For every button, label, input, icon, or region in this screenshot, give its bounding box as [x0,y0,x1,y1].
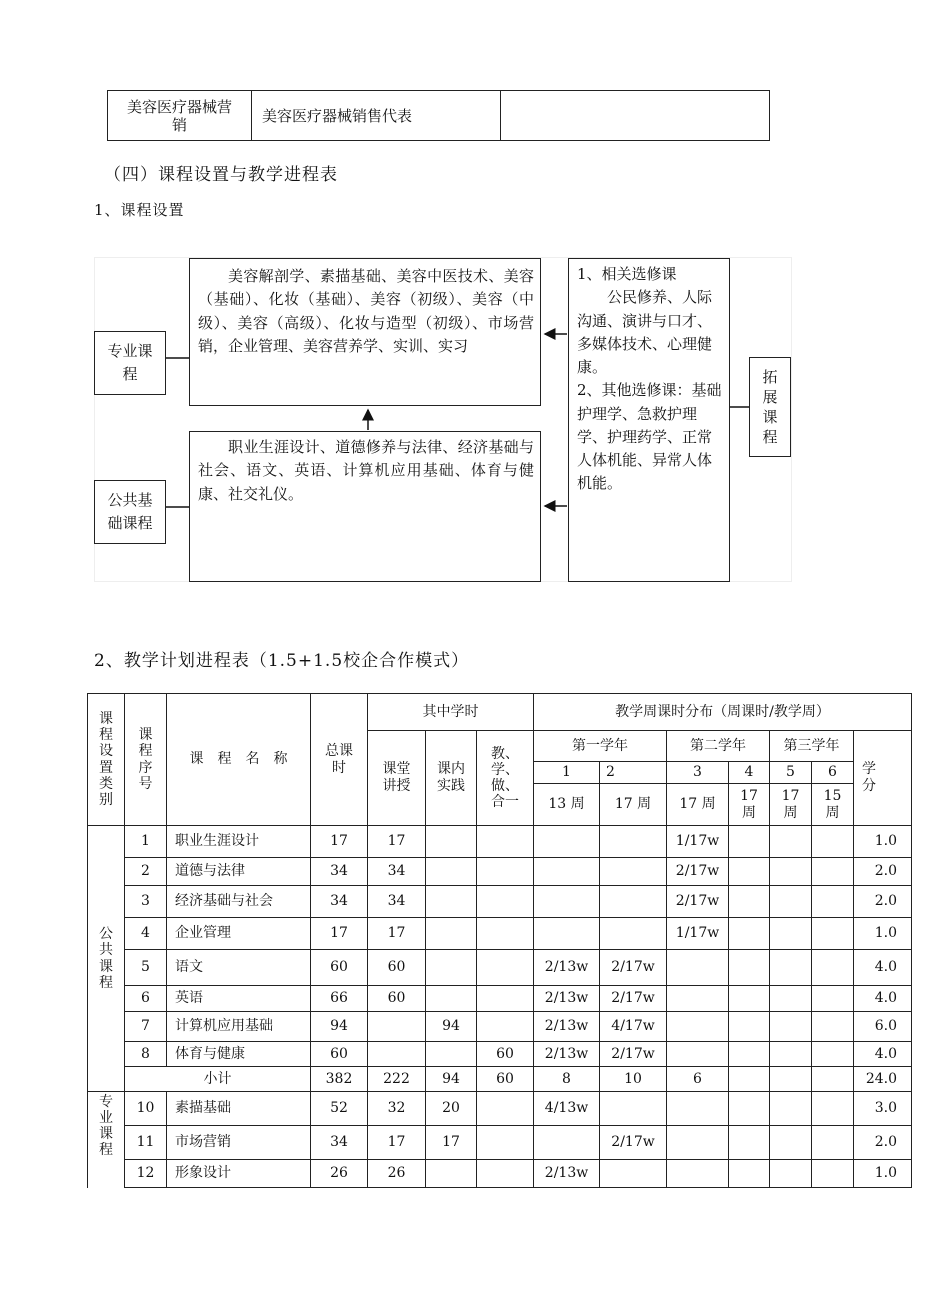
cell-s5 [770,986,812,1012]
cell-integrated [477,986,534,1012]
cell-s5 [770,826,812,858]
cell-s5 [770,1126,812,1160]
cell-integrated [477,950,534,986]
prof-group-label: 专 业 课 程 [88,1092,125,1188]
cell-s6 [812,1042,854,1067]
cell-name: 计算机应用基础 [167,1012,311,1042]
cell-total: 94 [311,1012,368,1042]
weeks-2: 17 周 [600,784,667,826]
cell-practice: 17 [426,1126,477,1160]
cell-s1: 2/13w [534,986,600,1012]
cell-s4 [729,1160,770,1188]
table-row [88,918,912,950]
cell-name: 形象设计 [167,1160,311,1188]
cell-name: 企业管理 [167,918,311,950]
cell-practice [426,918,477,950]
section1-title: 1、课程设置 [94,201,185,219]
cell-s6 [812,918,854,950]
cell-seq: 7 [125,1012,167,1042]
cell-practice [426,858,477,886]
table-row [88,950,912,986]
header-name: 课 程 名 称 [167,694,311,826]
cell-s4 [729,918,770,950]
cell-lecture: 17 [368,918,426,950]
table-row [88,986,912,1012]
cell-total: 60 [311,950,368,986]
subtotal-lecture: 222 [368,1067,426,1092]
cell-s2: 2/17w [600,986,667,1012]
header-category: 课 程 设 置 类 别 [88,694,125,826]
cell-s5 [770,1092,812,1126]
header-among: 其中学时 [368,694,534,731]
cell-name: 经济基础与社会 [167,886,311,918]
header-weekly: 教学周课时分布（周课时/教学周） [534,694,912,731]
cell-s6 [812,950,854,986]
cell-integrated [477,1012,534,1042]
cell-s6 [812,1160,854,1188]
header-integrated: 教、 学、 做、 合一 [477,731,534,826]
cell-name: 语文 [167,950,311,986]
cell-lecture: 17 [368,1126,426,1160]
cell-seq: 8 [125,1042,167,1067]
cell-credit: 1.0 [854,1160,912,1188]
cell-s5 [770,886,812,918]
professional-content: 美容解剖学、素描基础、美容中医技术、美容（基础）、化妆（基础）、美容（初级）、美容（中级）、美容（高级）、化妆与造型（初级）、市场营销，企业管理、美容营养学、实训、实习 [189,258,541,406]
table-row [88,1042,912,1067]
cell-total: 66 [311,986,368,1012]
weeks-4: 17 周 [729,784,770,826]
cell-credit: 1.0 [854,918,912,950]
cell-s1: 4/13w [534,1092,600,1126]
cell-total: 26 [311,1160,368,1188]
cell-seq: 1 [125,826,167,858]
cell-lecture: 17 [368,826,426,858]
cell-s4 [729,1092,770,1126]
elective-text1: 公民修养、人际沟通、演讲与口才、多媒体技术、心理健康。 [577,288,713,376]
subtotal-s5 [770,1067,812,1092]
cell-credit: 6.0 [854,1012,912,1042]
cell-s4 [729,826,770,858]
cell-total: 34 [311,858,368,886]
public-group-label: 公 共 课 程 [88,826,125,1092]
subtotal-s6 [812,1067,854,1092]
cell-s2 [600,858,667,886]
table-row [88,1160,912,1188]
subtotal-s2: 10 [600,1067,667,1092]
cell-s6 [812,1126,854,1160]
cell-lecture [368,1012,426,1042]
cell-s1 [534,918,600,950]
cell-credit: 4.0 [854,950,912,986]
semester-1: 1 [534,762,600,784]
cell-s1 [534,858,600,886]
cell-s1: 2/13w [534,1012,600,1042]
cell-practice [426,826,477,858]
cell-practice [426,950,477,986]
cell-name: 体育与健康 [167,1042,311,1067]
cell-s2 [600,1092,667,1126]
cell-s4 [729,1126,770,1160]
cell-s6 [812,1012,854,1042]
cell-s2: 4/17w [600,1012,667,1042]
cell-name: 市场营销 [167,1126,311,1160]
cell-s5 [770,1012,812,1042]
public-content: 职业生涯设计、道德修养与法律、经济基础与社会、语文、英语、计算机应用基础、体育与健康、社交礼仪。 [189,431,541,582]
cell-s2 [600,826,667,858]
public-label: 公共基 础课程 [94,480,166,544]
cell-s3: 2/17w [667,858,729,886]
cell-seq: 12 [125,1160,167,1188]
cell-s3 [667,1092,729,1126]
cell-s5 [770,918,812,950]
cell-s6 [812,886,854,918]
cell-s4 [729,1012,770,1042]
cell-credit: 3.0 [854,1092,912,1126]
cell-s2: 2/17w [600,950,667,986]
cell-total: 17 [311,918,368,950]
cell-practice: 20 [426,1092,477,1126]
cell-s1: 2/13w [534,950,600,986]
cell-integrated [477,858,534,886]
cell-s4 [729,858,770,886]
weeks-1: 13 周 [534,784,600,826]
job-cell-course: 美容医疗器械营 销 [108,91,252,141]
cell-s2: 2/17w [600,1126,667,1160]
header-total: 总课 时 [311,694,368,826]
semester-2: 2 [600,762,667,784]
subtotal-s3: 6 [667,1067,729,1092]
teaching-plan-table [87,693,912,1188]
header-lecture: 课堂 讲授 [368,731,426,826]
cell-integrated [477,1160,534,1188]
subtotal-row [88,1067,912,1092]
weeks-6: 15 周 [812,784,854,826]
cell-s5 [770,858,812,886]
cell-seq: 3 [125,886,167,918]
cell-s3 [667,1012,729,1042]
cell-seq: 6 [125,986,167,1012]
cell-lecture: 34 [368,886,426,918]
cell-s3 [667,950,729,986]
cell-practice [426,986,477,1012]
cell-s1 [534,886,600,918]
cell-s3 [667,1160,729,1188]
subtotal-credit: 24.0 [854,1067,912,1092]
subtotal-s4 [729,1067,770,1092]
section4-title: （四）课程设置与教学进程表 [104,165,338,185]
header-year3: 第三学年 [770,731,854,762]
cell-s5 [770,1160,812,1188]
cell-s2 [600,886,667,918]
elective-text2: 基础护理学、急救护理学、护理药学、正常人体机能、异常人体机能。 [577,381,722,493]
subtotal-s1: 8 [534,1067,600,1092]
cell-s5 [770,950,812,986]
cell-lecture: 32 [368,1092,426,1126]
header-credit: 学 分 [854,731,912,826]
cell-credit: 4.0 [854,986,912,1012]
cell-total: 60 [311,1042,368,1067]
cell-credit: 4.0 [854,1042,912,1067]
cell-s6 [812,858,854,886]
cell-s3 [667,986,729,1012]
cell-s3: 2/17w [667,886,729,918]
semester-6: 6 [812,762,854,784]
cell-lecture: 34 [368,858,426,886]
cell-name: 素描基础 [167,1092,311,1126]
cell-lecture [368,1042,426,1067]
cell-s3: 1/17w [667,918,729,950]
cell-name: 职业生涯设计 [167,826,311,858]
cell-credit: 2.0 [854,886,912,918]
cell-s6 [812,826,854,858]
cell-seq: 10 [125,1092,167,1126]
cell-total: 34 [311,1126,368,1160]
cell-s1 [534,1126,600,1160]
cell-integrated: 60 [477,1042,534,1067]
table-row [88,1126,912,1160]
cell-name: 道德与法律 [167,858,311,886]
cell-practice [426,1042,477,1067]
cell-practice [426,886,477,918]
elective-title2: 2、其他选修课： [577,381,692,400]
subtotal-label: 小计 [125,1067,311,1092]
cell-s3 [667,1126,729,1160]
header-seq: 课 程 序 号 [125,694,167,826]
cell-lecture: 60 [368,986,426,1012]
cell-s1: 2/13w [534,1042,600,1067]
cell-integrated [477,918,534,950]
cell-s3 [667,1042,729,1067]
table-row [88,1092,912,1126]
table-row [88,826,912,858]
header-year1: 第一学年 [534,731,667,762]
cell-s1: 2/13w [534,1160,600,1188]
cell-s6 [812,1092,854,1126]
cell-s4 [729,950,770,986]
cell-practice [426,1160,477,1188]
section2-title: 2、教学计划进程表（1.5+1.5校企合作模式） [94,651,470,671]
subtotal-total: 382 [311,1067,368,1092]
table-row [88,886,912,918]
cell-practice: 94 [426,1012,477,1042]
cell-integrated [477,886,534,918]
cell-seq: 5 [125,950,167,986]
subtotal-practice: 94 [426,1067,477,1092]
cell-s5 [770,1042,812,1067]
semester-5: 5 [770,762,812,784]
cell-credit: 1.0 [854,826,912,858]
cell-s6 [812,986,854,1012]
elective-title1: 1、相关选修课 [577,265,677,283]
cell-integrated [477,1126,534,1160]
diagram-arrows [0,0,950,600]
cell-s2: 2/17w [600,1042,667,1067]
subtotal-integrated: 60 [477,1067,534,1092]
job-cell-position: 美容医疗器械销售代表 [252,91,501,141]
cell-s2 [600,918,667,950]
cell-s4 [729,986,770,1012]
cell-s1 [534,826,600,858]
cell-total: 17 [311,826,368,858]
cell-name: 英语 [167,986,311,1012]
cell-lecture: 60 [368,950,426,986]
cell-seq: 2 [125,858,167,886]
cell-seq: 4 [125,918,167,950]
header-year2: 第二学年 [667,731,770,762]
cell-seq: 11 [125,1126,167,1160]
cell-s4 [729,886,770,918]
cell-total: 34 [311,886,368,918]
header-row [88,694,912,731]
cell-credit: 2.0 [854,858,912,886]
cell-credit: 2.0 [854,1126,912,1160]
table-row [88,1012,912,1042]
cell-integrated [477,1092,534,1126]
expand-label: 拓 展 课 程 [749,357,791,457]
cell-s3: 1/17w [667,826,729,858]
cell-s2 [600,1160,667,1188]
weeks-3: 17 周 [667,784,729,826]
cell-lecture: 26 [368,1160,426,1188]
semester-3: 3 [667,762,729,784]
cell-total: 52 [311,1092,368,1126]
cell-s4 [729,1042,770,1067]
table-row [88,858,912,886]
semester-4: 4 [729,762,770,784]
cell-integrated [477,826,534,858]
weeks-5: 17 周 [770,784,812,826]
header-practice: 课内 实践 [426,731,477,826]
professional-label: 专业课 程 [94,331,166,395]
